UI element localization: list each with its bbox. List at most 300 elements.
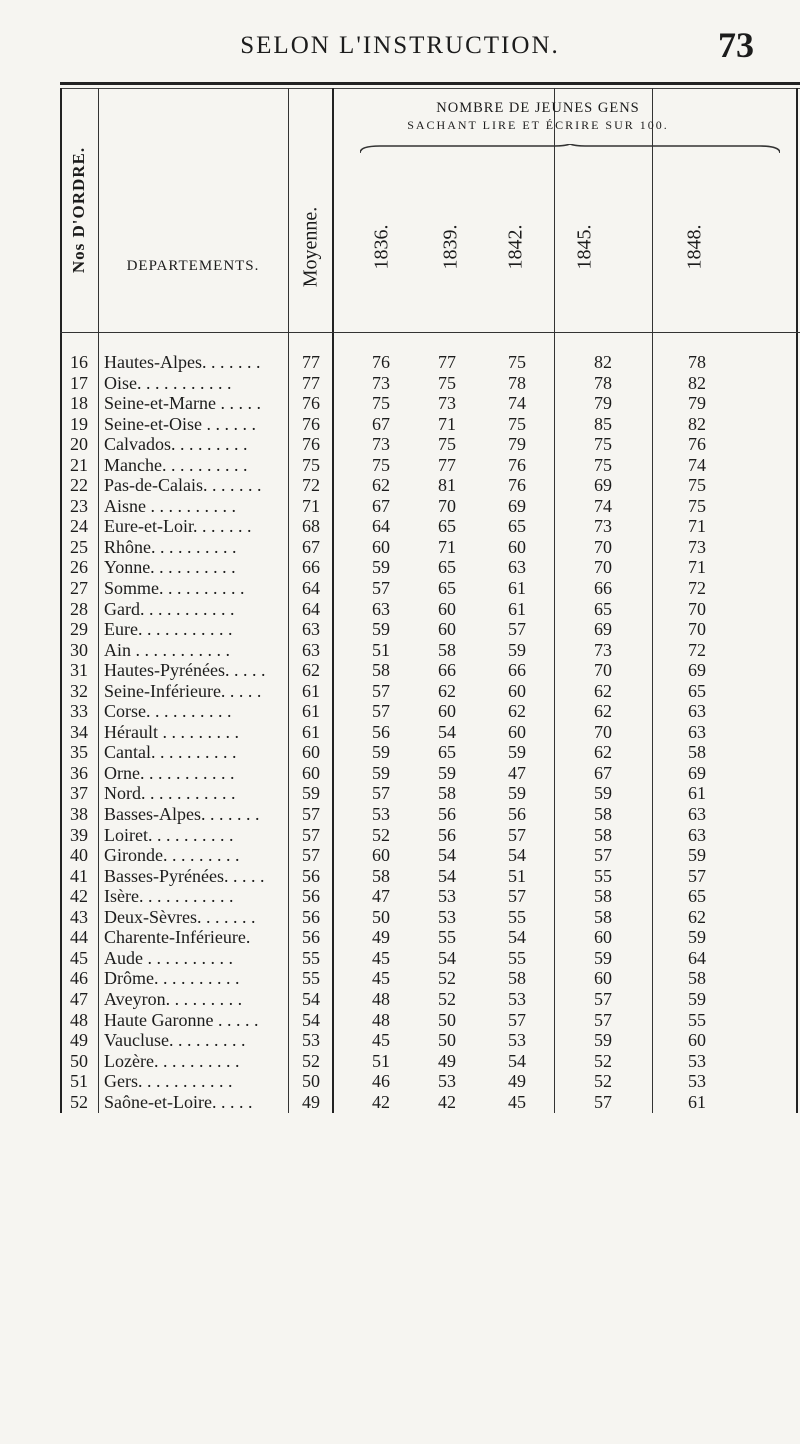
table-row bbox=[60, 537, 800, 558]
row-number: 40 bbox=[70, 845, 88, 866]
cell-value: 57 bbox=[302, 824, 320, 845]
row-number: 44 bbox=[70, 927, 88, 948]
cell-value: 57 bbox=[372, 578, 390, 599]
cell-value: 73 bbox=[594, 639, 612, 660]
cell-value: 67 bbox=[302, 536, 320, 557]
cell-value: 60 bbox=[438, 598, 456, 619]
cell-value: 55 bbox=[302, 968, 320, 989]
row-number: 38 bbox=[70, 804, 88, 825]
table-row bbox=[60, 640, 800, 661]
row-number: 42 bbox=[70, 886, 88, 907]
cell-value: 50 bbox=[438, 1009, 456, 1030]
cell-value: 66 bbox=[302, 557, 320, 578]
column-header-1836: 1836. bbox=[370, 224, 393, 270]
cell-value: 59 bbox=[372, 557, 390, 578]
table-row bbox=[60, 845, 800, 866]
column-header-1839: 1839. bbox=[439, 224, 462, 270]
cell-value: 53 bbox=[438, 886, 456, 907]
row-number: 52 bbox=[70, 1091, 88, 1112]
cell-value: 58 bbox=[438, 639, 456, 660]
row-number: 26 bbox=[70, 557, 88, 578]
cell-value: 76 bbox=[688, 434, 706, 455]
cell-value: 62 bbox=[594, 680, 612, 701]
cell-value: 62 bbox=[302, 660, 320, 681]
row-number: 30 bbox=[70, 639, 88, 660]
cell-value: 61 bbox=[688, 1091, 706, 1112]
cell-value: 50 bbox=[372, 906, 390, 927]
cell-value: 79 bbox=[508, 434, 526, 455]
cell-value: 58 bbox=[688, 968, 706, 989]
department-name: Orne. . . . . . . . . . . bbox=[104, 762, 235, 783]
table-row bbox=[60, 722, 800, 743]
cell-value: 79 bbox=[594, 393, 612, 414]
cell-value: 74 bbox=[688, 454, 706, 475]
table-row bbox=[60, 1051, 800, 1072]
row-number: 31 bbox=[70, 660, 88, 681]
cell-value: 53 bbox=[438, 1071, 456, 1092]
cell-value: 55 bbox=[688, 1009, 706, 1030]
cell-value: 69 bbox=[508, 495, 526, 516]
row-number: 33 bbox=[70, 701, 88, 722]
cell-value: 53 bbox=[438, 906, 456, 927]
cell-value: 64 bbox=[302, 578, 320, 599]
cell-value: 57 bbox=[594, 1009, 612, 1030]
table-row bbox=[60, 783, 800, 804]
row-number: 51 bbox=[70, 1071, 88, 1092]
row-number: 27 bbox=[70, 578, 88, 599]
department-name: Nord. . . . . . . . . . . bbox=[104, 783, 236, 804]
cell-value: 75 bbox=[372, 454, 390, 475]
cell-value: 73 bbox=[438, 393, 456, 414]
cell-value: 54 bbox=[438, 721, 456, 742]
cell-value: 60 bbox=[508, 680, 526, 701]
cell-value: 64 bbox=[302, 598, 320, 619]
table-row bbox=[60, 599, 800, 620]
table-row bbox=[60, 475, 800, 496]
cell-value: 60 bbox=[508, 536, 526, 557]
row-number: 48 bbox=[70, 1009, 88, 1030]
table-row bbox=[60, 578, 800, 599]
cell-value: 60 bbox=[372, 536, 390, 557]
department-name: Corse. . . . . . . . . . bbox=[104, 701, 232, 722]
row-number: 24 bbox=[70, 516, 88, 537]
row-number: 21 bbox=[70, 454, 88, 475]
cell-value: 69 bbox=[594, 475, 612, 496]
cell-value: 76 bbox=[372, 352, 390, 372]
cell-value: 56 bbox=[372, 721, 390, 742]
cell-value: 65 bbox=[438, 578, 456, 599]
cell-value: 45 bbox=[372, 947, 390, 968]
table-row bbox=[60, 619, 800, 640]
table-top-rule-thin bbox=[60, 88, 800, 89]
row-number: 50 bbox=[70, 1050, 88, 1071]
cell-value: 65 bbox=[688, 886, 706, 907]
department-name: Gironde. . . . . . . . . bbox=[104, 845, 240, 866]
cell-value: 67 bbox=[372, 413, 390, 434]
cell-value: 53 bbox=[302, 1030, 320, 1051]
row-number: 46 bbox=[70, 968, 88, 989]
cell-value: 59 bbox=[372, 742, 390, 763]
cell-value: 64 bbox=[372, 516, 390, 537]
department-name: Hérault . . . . . . . . . bbox=[104, 721, 239, 742]
table-row bbox=[60, 804, 800, 825]
department-name: Vaucluse. . . . . . . . . bbox=[104, 1030, 246, 1051]
cell-value: 73 bbox=[372, 434, 390, 455]
column-header-departements: DEPARTEMENTS. bbox=[126, 258, 260, 274]
department-name: Gers. . . . . . . . . . . bbox=[104, 1071, 233, 1092]
cell-value: 59 bbox=[594, 1030, 612, 1051]
cell-value: 59 bbox=[372, 762, 390, 783]
cell-value: 76 bbox=[508, 475, 526, 496]
department-name: Eure-et-Loir. . . . . . . bbox=[104, 516, 252, 537]
cell-value: 57 bbox=[594, 988, 612, 1009]
cell-value: 62 bbox=[372, 475, 390, 496]
cell-value: 75 bbox=[302, 454, 320, 475]
cell-value: 59 bbox=[508, 742, 526, 763]
cell-value: 45 bbox=[372, 1030, 390, 1051]
department-name: Pas-de-Calais. . . . . . . bbox=[104, 475, 262, 496]
cell-value: 63 bbox=[688, 701, 706, 722]
cell-value: 60 bbox=[688, 1030, 706, 1051]
table-row bbox=[60, 907, 800, 928]
table-row bbox=[60, 496, 800, 517]
department-name: Ain . . . . . . . . . . . bbox=[104, 639, 230, 660]
cell-value: 79 bbox=[688, 393, 706, 414]
cell-value: 63 bbox=[508, 557, 526, 578]
row-number: 16 bbox=[70, 352, 88, 372]
cell-value: 51 bbox=[372, 1050, 390, 1071]
running-head-title: SELON L'INSTRUCTION. bbox=[240, 32, 560, 59]
row-number: 41 bbox=[70, 865, 88, 886]
cell-value: 59 bbox=[594, 783, 612, 804]
cell-value: 53 bbox=[372, 804, 390, 825]
cell-value: 70 bbox=[594, 660, 612, 681]
row-number: 47 bbox=[70, 988, 88, 1009]
cell-value: 63 bbox=[302, 639, 320, 660]
cell-value: 71 bbox=[688, 557, 706, 578]
cell-value: 70 bbox=[688, 598, 706, 619]
department-name: Basses-Pyrénées. . . . . bbox=[104, 865, 265, 886]
cell-value: 56 bbox=[302, 927, 320, 948]
cell-value: 58 bbox=[594, 886, 612, 907]
table-row bbox=[60, 414, 800, 435]
cell-value: 60 bbox=[594, 927, 612, 948]
cell-value: 56 bbox=[302, 865, 320, 886]
department-name: Lozère. . . . . . . . . . bbox=[104, 1050, 240, 1071]
cell-value: 56 bbox=[508, 804, 526, 825]
cell-value: 54 bbox=[508, 845, 526, 866]
cell-value: 58 bbox=[372, 660, 390, 681]
table-row bbox=[60, 927, 800, 948]
cell-value: 42 bbox=[438, 1091, 456, 1112]
cell-value: 65 bbox=[438, 742, 456, 763]
cell-value: 47 bbox=[508, 762, 526, 783]
cell-value: 52 bbox=[438, 968, 456, 989]
cell-value: 53 bbox=[688, 1050, 706, 1071]
cell-value: 59 bbox=[688, 845, 706, 866]
cell-value: 55 bbox=[508, 906, 526, 927]
cell-value: 70 bbox=[688, 619, 706, 640]
cell-value: 61 bbox=[508, 578, 526, 599]
cell-value: 66 bbox=[438, 660, 456, 681]
row-number: 18 bbox=[70, 393, 88, 414]
table-row bbox=[60, 886, 800, 907]
cell-value: 60 bbox=[302, 742, 320, 763]
cell-value: 61 bbox=[302, 701, 320, 722]
row-number: 20 bbox=[70, 434, 88, 455]
cell-value: 62 bbox=[594, 742, 612, 763]
cell-value: 55 bbox=[594, 865, 612, 886]
cell-value: 67 bbox=[594, 762, 612, 783]
cell-value: 54 bbox=[438, 845, 456, 866]
cell-value: 60 bbox=[302, 762, 320, 783]
table-row bbox=[60, 516, 800, 537]
department-name: Hautes-Pyrénées. . . . . bbox=[104, 660, 266, 681]
running-head bbox=[0, 14, 800, 84]
cell-value: 59 bbox=[508, 783, 526, 804]
cell-value: 59 bbox=[438, 762, 456, 783]
cell-value: 59 bbox=[508, 639, 526, 660]
table-row bbox=[60, 1071, 800, 1092]
cell-value: 58 bbox=[372, 865, 390, 886]
cell-value: 54 bbox=[302, 1009, 320, 1030]
row-number: 36 bbox=[70, 762, 88, 783]
page-number: 73 bbox=[718, 25, 754, 65]
table-row bbox=[60, 434, 800, 455]
cell-value: 48 bbox=[372, 988, 390, 1009]
cell-value: 57 bbox=[372, 783, 390, 804]
cell-value: 58 bbox=[508, 968, 526, 989]
cell-value: 74 bbox=[508, 393, 526, 414]
table-row bbox=[60, 373, 800, 394]
cell-value: 71 bbox=[438, 536, 456, 557]
cell-value: 63 bbox=[302, 619, 320, 640]
row-number: 49 bbox=[70, 1030, 88, 1051]
department-name: Seine-Inférieure. . . . . bbox=[104, 680, 262, 701]
department-name: Aude . . . . . . . . . . bbox=[104, 947, 233, 968]
cell-value: 72 bbox=[302, 475, 320, 496]
department-name: Haute Garonne . . . . . bbox=[104, 1009, 259, 1030]
cell-value: 76 bbox=[302, 413, 320, 434]
cell-value: 53 bbox=[508, 988, 526, 1009]
cell-value: 52 bbox=[594, 1050, 612, 1071]
cell-value: 50 bbox=[438, 1030, 456, 1051]
cell-value: 57 bbox=[372, 701, 390, 722]
department-name: Aveyron. . . . . . . . . bbox=[104, 988, 243, 1009]
department-name: Seine-et-Marne . . . . . bbox=[104, 393, 261, 414]
cell-value: 57 bbox=[508, 886, 526, 907]
cell-value: 52 bbox=[302, 1050, 320, 1071]
cell-value: 59 bbox=[594, 947, 612, 968]
cell-value: 71 bbox=[438, 413, 456, 434]
cell-value: 70 bbox=[438, 495, 456, 516]
department-name: Charente-Inférieure. bbox=[104, 927, 251, 948]
table-row bbox=[60, 989, 800, 1010]
table-row bbox=[60, 763, 800, 784]
cell-value: 45 bbox=[508, 1091, 526, 1112]
cell-value: 76 bbox=[302, 393, 320, 414]
cell-value: 78 bbox=[688, 352, 706, 372]
row-number: 17 bbox=[70, 372, 88, 393]
table-top-rule bbox=[60, 82, 800, 85]
cell-value: 69 bbox=[688, 660, 706, 681]
department-name: Yonne. . . . . . . . . . bbox=[104, 557, 236, 578]
cell-value: 77 bbox=[302, 372, 320, 393]
cell-value: 45 bbox=[372, 968, 390, 989]
cell-value: 52 bbox=[372, 824, 390, 845]
cell-value: 68 bbox=[302, 516, 320, 537]
department-name: Isère. . . . . . . . . . . bbox=[104, 886, 234, 907]
column-header-1842: 1842. bbox=[504, 224, 527, 270]
cell-value: 59 bbox=[302, 783, 320, 804]
department-name: Eure. . . . . . . . . . . bbox=[104, 619, 233, 640]
cell-value: 57 bbox=[508, 619, 526, 640]
cell-value: 75 bbox=[594, 434, 612, 455]
department-name: Aisne . . . . . . . . . . bbox=[104, 495, 236, 516]
cell-value: 60 bbox=[372, 845, 390, 866]
cell-value: 64 bbox=[688, 947, 706, 968]
cell-value: 49 bbox=[508, 1071, 526, 1092]
brace-icon bbox=[360, 144, 780, 154]
cell-value: 61 bbox=[302, 680, 320, 701]
cell-value: 58 bbox=[594, 804, 612, 825]
cell-value: 70 bbox=[594, 557, 612, 578]
table-row bbox=[60, 948, 800, 969]
cell-value: 58 bbox=[688, 742, 706, 763]
cell-value: 55 bbox=[438, 927, 456, 948]
cell-value: 61 bbox=[302, 721, 320, 742]
cell-value: 75 bbox=[372, 393, 390, 414]
cell-value: 57 bbox=[594, 845, 612, 866]
cell-value: 66 bbox=[508, 660, 526, 681]
cell-value: 42 bbox=[372, 1091, 390, 1112]
cell-value: 49 bbox=[372, 927, 390, 948]
cell-value: 56 bbox=[302, 886, 320, 907]
department-name: Hautes-Alpes. . . . . . . bbox=[104, 352, 261, 372]
row-number: 23 bbox=[70, 495, 88, 516]
group-header-title: NOMBRE DE JEUNES GENS bbox=[436, 100, 640, 116]
row-number: 34 bbox=[70, 721, 88, 742]
cell-value: 46 bbox=[372, 1071, 390, 1092]
column-header-1848: 1848. bbox=[683, 224, 706, 270]
cell-value: 65 bbox=[438, 516, 456, 537]
cell-value: 59 bbox=[688, 988, 706, 1009]
cell-value: 60 bbox=[594, 968, 612, 989]
table-row bbox=[60, 455, 800, 476]
cell-value: 58 bbox=[438, 783, 456, 804]
cell-value: 51 bbox=[508, 865, 526, 886]
cell-value: 78 bbox=[508, 372, 526, 393]
cell-value: 57 bbox=[594, 1091, 612, 1112]
department-name: Calvados. . . . . . . . . bbox=[104, 434, 248, 455]
cell-value: 75 bbox=[688, 475, 706, 496]
table-row bbox=[60, 393, 800, 414]
table-row bbox=[60, 352, 800, 373]
cell-value: 55 bbox=[302, 947, 320, 968]
cell-value: 62 bbox=[508, 701, 526, 722]
table-row bbox=[60, 825, 800, 846]
cell-value: 63 bbox=[688, 804, 706, 825]
table-row bbox=[60, 742, 800, 763]
cell-value: 77 bbox=[438, 352, 456, 372]
department-name: Somme. . . . . . . . . . bbox=[104, 578, 245, 599]
department-name: Drôme. . . . . . . . . . bbox=[104, 968, 240, 989]
department-name: Loiret. . . . . . . . . . bbox=[104, 824, 234, 845]
cell-value: 54 bbox=[438, 865, 456, 886]
cell-value: 74 bbox=[594, 495, 612, 516]
cell-value: 75 bbox=[508, 352, 526, 372]
cell-value: 63 bbox=[688, 721, 706, 742]
cell-value: 65 bbox=[594, 598, 612, 619]
cell-value: 60 bbox=[508, 721, 526, 742]
row-number: 45 bbox=[70, 947, 88, 968]
row-number: 32 bbox=[70, 680, 88, 701]
cell-value: 67 bbox=[372, 495, 390, 516]
column-header-moyenne: Moyenne. bbox=[299, 206, 322, 288]
cell-value: 53 bbox=[688, 1071, 706, 1092]
cell-value: 85 bbox=[594, 413, 612, 434]
cell-value: 63 bbox=[372, 598, 390, 619]
table-body bbox=[60, 352, 800, 1112]
department-name: Manche. . . . . . . . . . bbox=[104, 454, 248, 475]
cell-value: 70 bbox=[594, 536, 612, 557]
cell-value: 75 bbox=[438, 434, 456, 455]
cell-value: 71 bbox=[302, 495, 320, 516]
cell-value: 57 bbox=[372, 680, 390, 701]
cell-value: 54 bbox=[302, 988, 320, 1009]
cell-value: 77 bbox=[302, 352, 320, 372]
cell-value: 58 bbox=[594, 906, 612, 927]
department-name: Basses-Alpes. . . . . . . bbox=[104, 804, 260, 825]
row-number: 28 bbox=[70, 598, 88, 619]
cell-value: 73 bbox=[594, 516, 612, 537]
cell-value: 62 bbox=[688, 906, 706, 927]
row-number: 29 bbox=[70, 619, 88, 640]
cell-value: 75 bbox=[438, 372, 456, 393]
cell-value: 61 bbox=[508, 598, 526, 619]
row-number: 43 bbox=[70, 906, 88, 927]
cell-value: 72 bbox=[688, 578, 706, 599]
cell-value: 61 bbox=[688, 783, 706, 804]
cell-value: 57 bbox=[508, 824, 526, 845]
cell-value: 53 bbox=[508, 1030, 526, 1051]
cell-value: 49 bbox=[438, 1050, 456, 1071]
cell-value: 54 bbox=[508, 927, 526, 948]
table-row bbox=[60, 1092, 800, 1113]
column-header-nordre: Nos D'ORDRE. bbox=[69, 146, 88, 274]
cell-value: 82 bbox=[594, 352, 612, 372]
department-name: Saône-et-Loire. . . . . bbox=[104, 1091, 253, 1112]
cell-value: 69 bbox=[688, 762, 706, 783]
cell-value: 70 bbox=[594, 721, 612, 742]
cell-value: 76 bbox=[508, 454, 526, 475]
cell-value: 76 bbox=[302, 434, 320, 455]
cell-value: 57 bbox=[302, 845, 320, 866]
cell-value: 65 bbox=[438, 557, 456, 578]
cell-value: 77 bbox=[438, 454, 456, 475]
cell-value: 58 bbox=[594, 824, 612, 845]
cell-value: 69 bbox=[594, 619, 612, 640]
cell-value: 54 bbox=[438, 947, 456, 968]
department-name: Deux-Sèvres. . . . . . . bbox=[104, 906, 256, 927]
row-number: 37 bbox=[70, 783, 88, 804]
cell-value: 57 bbox=[508, 1009, 526, 1030]
cell-value: 48 bbox=[372, 1009, 390, 1030]
cell-value: 60 bbox=[438, 701, 456, 722]
cell-value: 75 bbox=[594, 454, 612, 475]
cell-value: 82 bbox=[688, 413, 706, 434]
cell-value: 62 bbox=[438, 680, 456, 701]
